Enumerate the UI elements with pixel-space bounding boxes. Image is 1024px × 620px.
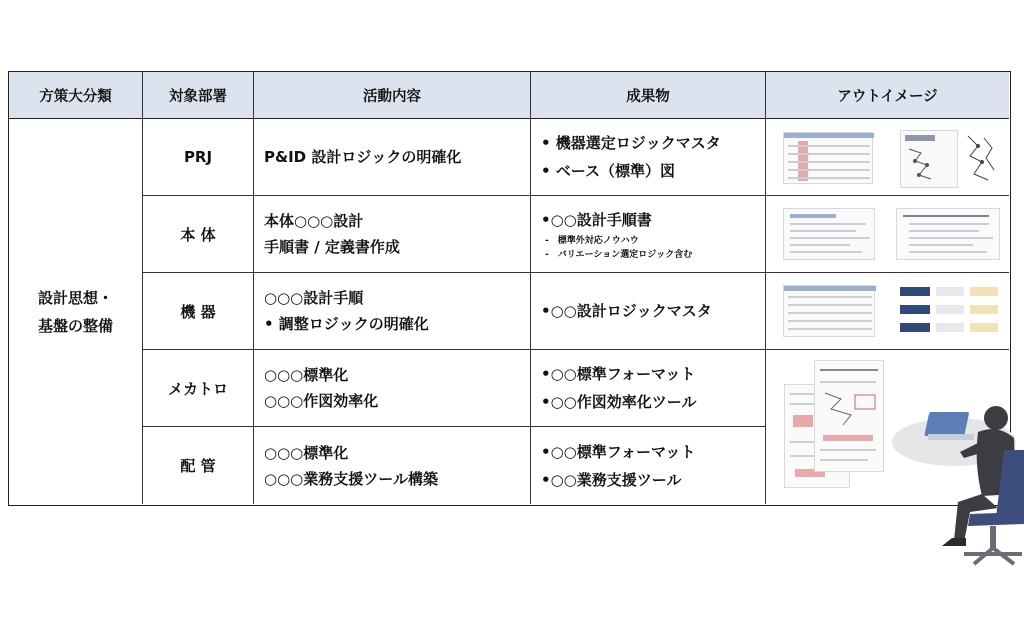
activity-cell-kiki (254, 273, 531, 350)
department-cell-honntai (143, 196, 254, 273)
definition-doc-thumbnail (896, 208, 1000, 260)
header-deliverable (531, 72, 766, 119)
deliverable-line: • 機器選定ロジックマスタ (541, 134, 721, 152)
activity-line: ○○○標準化 (264, 443, 349, 462)
activity-cell-haikan (254, 427, 531, 504)
activity-line: ○○○設計手順 (264, 289, 364, 307)
department-label: メカトロ (167, 379, 228, 398)
flow-diagram-thumbnail (962, 130, 1000, 188)
manual-doc-thumbnail (783, 208, 875, 260)
header-category (9, 72, 143, 119)
activity-cell-honntai (254, 196, 531, 273)
header-activity-label: 活動内容 (363, 88, 421, 105)
output-image-cell-honntai (766, 196, 1009, 273)
department-label: PRJ (183, 148, 213, 166)
header-category-label: 方策大分類 (39, 88, 112, 105)
deliverable-cell-prj (531, 119, 766, 196)
header-deliverable-label: 成果物 (626, 88, 670, 105)
header-output-image-label: アウトイメージ (837, 88, 938, 105)
deliverable-line: •○○標準フォーマット (541, 442, 696, 461)
department-cell-mechatro (143, 350, 254, 427)
activity-cell-prj (254, 119, 531, 196)
person-at-laptop-illustration (874, 390, 1024, 570)
activity-line: 本体○○○設計 (264, 212, 364, 230)
department-cell-kiki (143, 273, 254, 350)
header-output-image (766, 72, 1009, 119)
department-cell-prj (143, 119, 254, 196)
deliverable-line: •○○標準フォーマット (541, 365, 696, 383)
activity-line: 手順書 / 定義書作成 (264, 238, 400, 256)
activity-line: ○○○業務支援ツール構築 (264, 469, 438, 488)
deliverable-cell-mechatro (531, 350, 766, 427)
process-flow-thumbnail (898, 283, 1002, 339)
category-line-1: 設計思想・ (37, 288, 113, 307)
department-label: 機 器 (180, 302, 216, 321)
category-cell (9, 119, 143, 504)
department-label: 配 管 (180, 457, 216, 475)
deliverable-line: • ベース（標準）図 (541, 162, 676, 180)
header-activity (254, 72, 531, 119)
activity-cell-mechatro (254, 350, 531, 427)
deliverable-sub-note: - 標準外対応ノウハウ (545, 236, 639, 246)
activity-line: P&ID 設計ロジックの明確化 (264, 148, 462, 166)
deliverable-line: •○○設計手順書 (541, 211, 652, 229)
department-cell-haikan (143, 427, 254, 504)
deliverable-line: •○○作図効率化ツール (541, 393, 697, 411)
deliverable-cell-honntai (531, 196, 766, 273)
category-line-2: 基盤の整備 (37, 316, 113, 335)
deliverable-cell-haikan (531, 427, 766, 504)
spreadsheet-thumbnail (783, 132, 873, 184)
activity-line: ○○○作図効率化 (264, 392, 379, 410)
deliverable-cell-kiki (531, 273, 766, 350)
header-department (143, 72, 254, 119)
activity-line: • 調整ロジックの明確化 (264, 315, 429, 333)
strategy-table (8, 71, 1011, 506)
activity-line: ○○○標準化 (264, 366, 349, 384)
diagram-thumbnail (900, 130, 958, 188)
output-image-cell-prj (766, 119, 1009, 196)
department-label: 本 体 (180, 225, 216, 244)
logic-master-thumbnail (783, 285, 875, 337)
deliverable-line: •○○業務支援ツール (541, 470, 682, 489)
deliverable-line: •○○設計ロジックマスタ (541, 302, 712, 320)
output-image-cell-kiki (766, 273, 1009, 350)
header-department-label: 対象部署 (169, 88, 227, 105)
deliverable-sub-note: - バリエーション選定ロジック含む (545, 250, 693, 260)
